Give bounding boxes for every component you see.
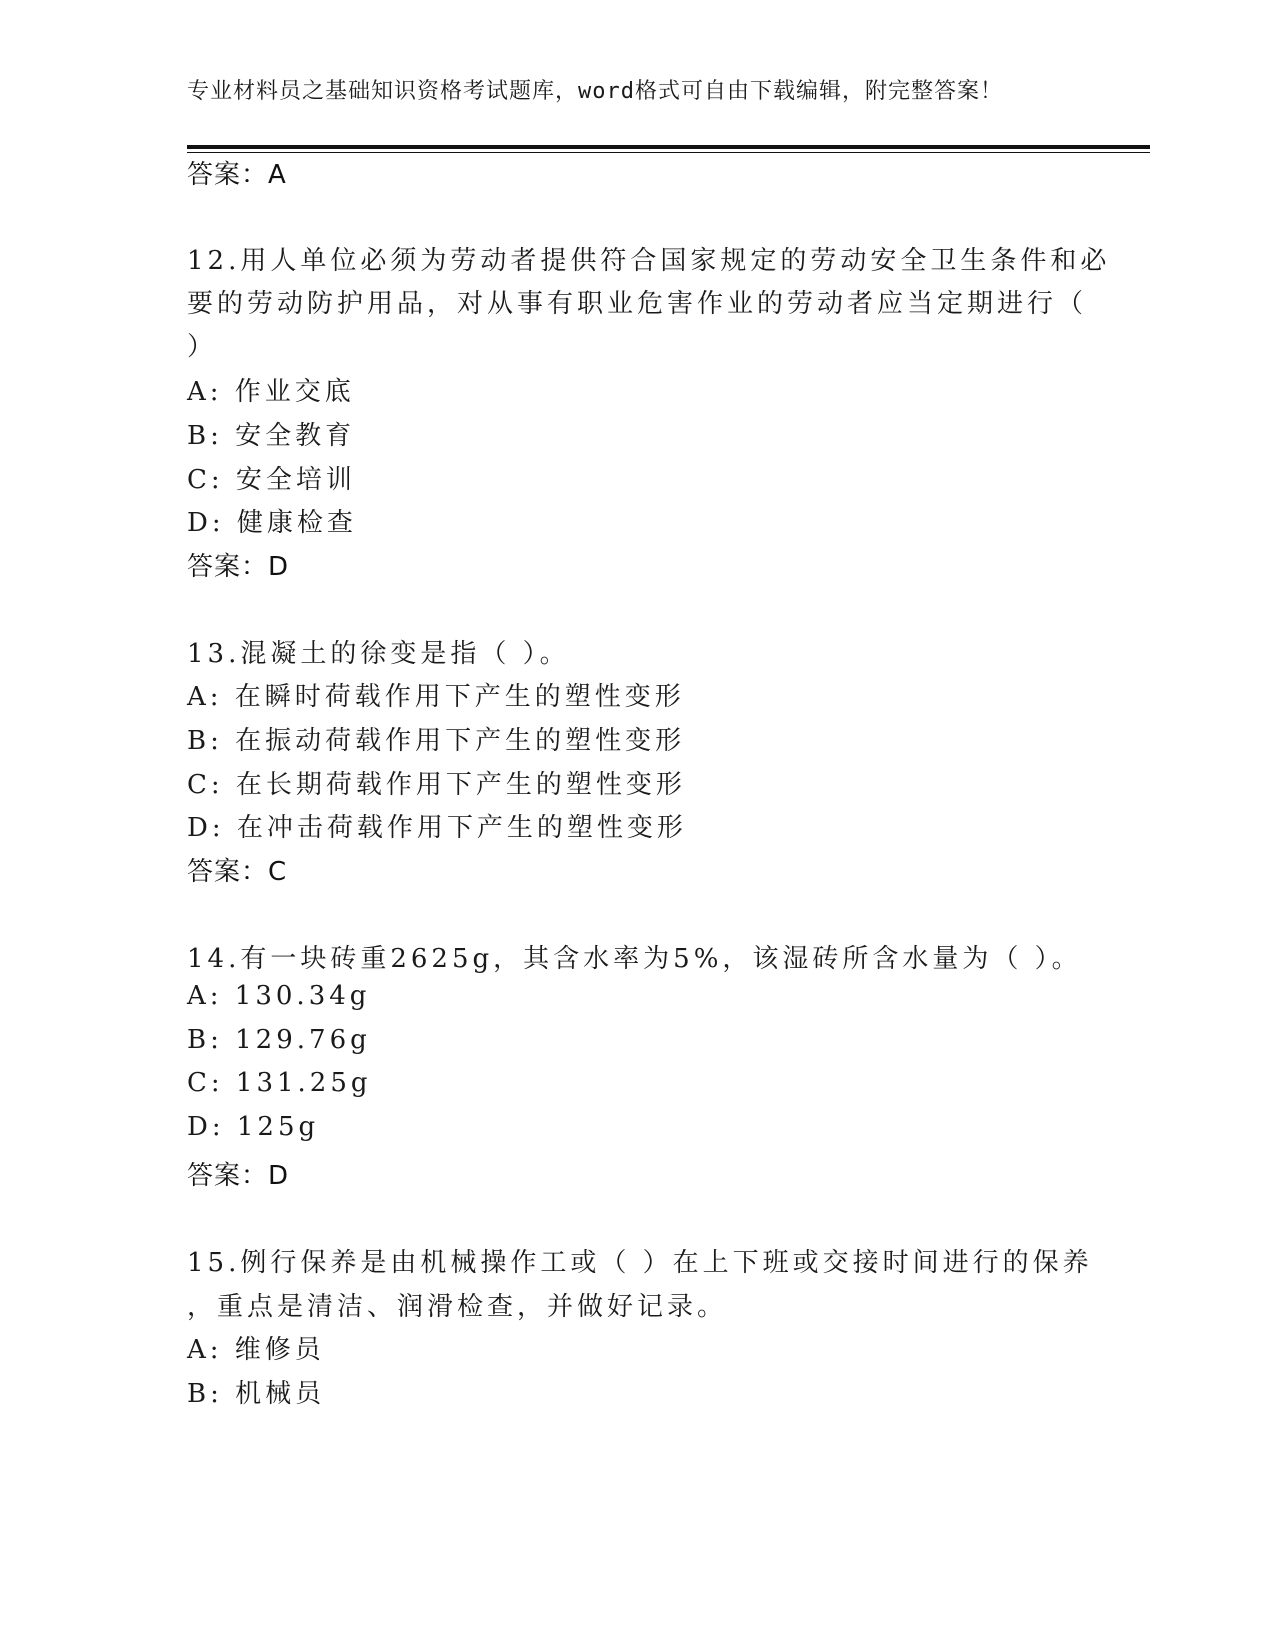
question-12-option-c: C: 安全培训 (187, 465, 356, 495)
question-14-option-b: B: 129.76g (187, 1025, 371, 1055)
question-12-stem-line-3: ） (187, 332, 218, 362)
question-14-stem-line-1: 14.有一块砖重2625g，其含水率为5%，该湿砖所含水量为（ ）。 (187, 944, 1082, 974)
header-rule-thin (187, 152, 1150, 153)
question-12-stem-line-2: 要的劳动防护用品，对从事有职业危害作业的劳动者应当定期进行（ (187, 289, 1088, 319)
question-15-stem-line-2: ，重点是清洁、润滑检查，并做好记录。 (187, 1292, 728, 1322)
question-12-option-b: B: 安全教育 (187, 421, 356, 451)
answer-q12: 答案：D (187, 552, 290, 582)
question-13-stem-line-1: 13.混凝土的徐变是指（ ）。 (187, 639, 570, 669)
question-13-option-a: A: 在瞬时荷载作用下产生的塑性变形 (187, 682, 685, 712)
page-header: 专业材料员之基础知识资格考试题库，word格式可自由下载编辑，附完整答案！ (187, 79, 1003, 104)
question-15-stem-line-1: 15.例行保养是由机械操作工或（ ）在上下班或交接时间进行的保养 (187, 1248, 1093, 1278)
question-13-option-c: C: 在长期荷载作用下产生的塑性变形 (187, 770, 686, 800)
question-13-option-b: B: 在振动荷载作用下产生的塑性变形 (187, 726, 686, 756)
question-12-option-d: D: 健康检查 (187, 508, 357, 538)
question-15-option-a: A: 维修员 (187, 1335, 325, 1365)
header-rule-thick (187, 145, 1150, 149)
question-12-option-a: A: 作业交底 (187, 377, 355, 407)
question-15-option-b: B: 机械员 (187, 1379, 326, 1409)
question-12-stem-line-1: 12.用人单位必须为劳动者提供符合国家规定的劳动安全卫生条件和必 (187, 246, 1111, 276)
question-13-option-d: D: 在冲击荷载作用下产生的塑性变形 (187, 813, 687, 843)
answer-q14: 答案：D (187, 1161, 290, 1191)
answer-q13: 答案：C (187, 857, 288, 887)
answer-q11: 答案：A (187, 160, 287, 190)
question-14-option-d: D: 125g (187, 1112, 320, 1142)
question-14-option-c: C: 131.25g (187, 1068, 372, 1098)
question-14-option-a: A: 130.34g (187, 981, 371, 1011)
